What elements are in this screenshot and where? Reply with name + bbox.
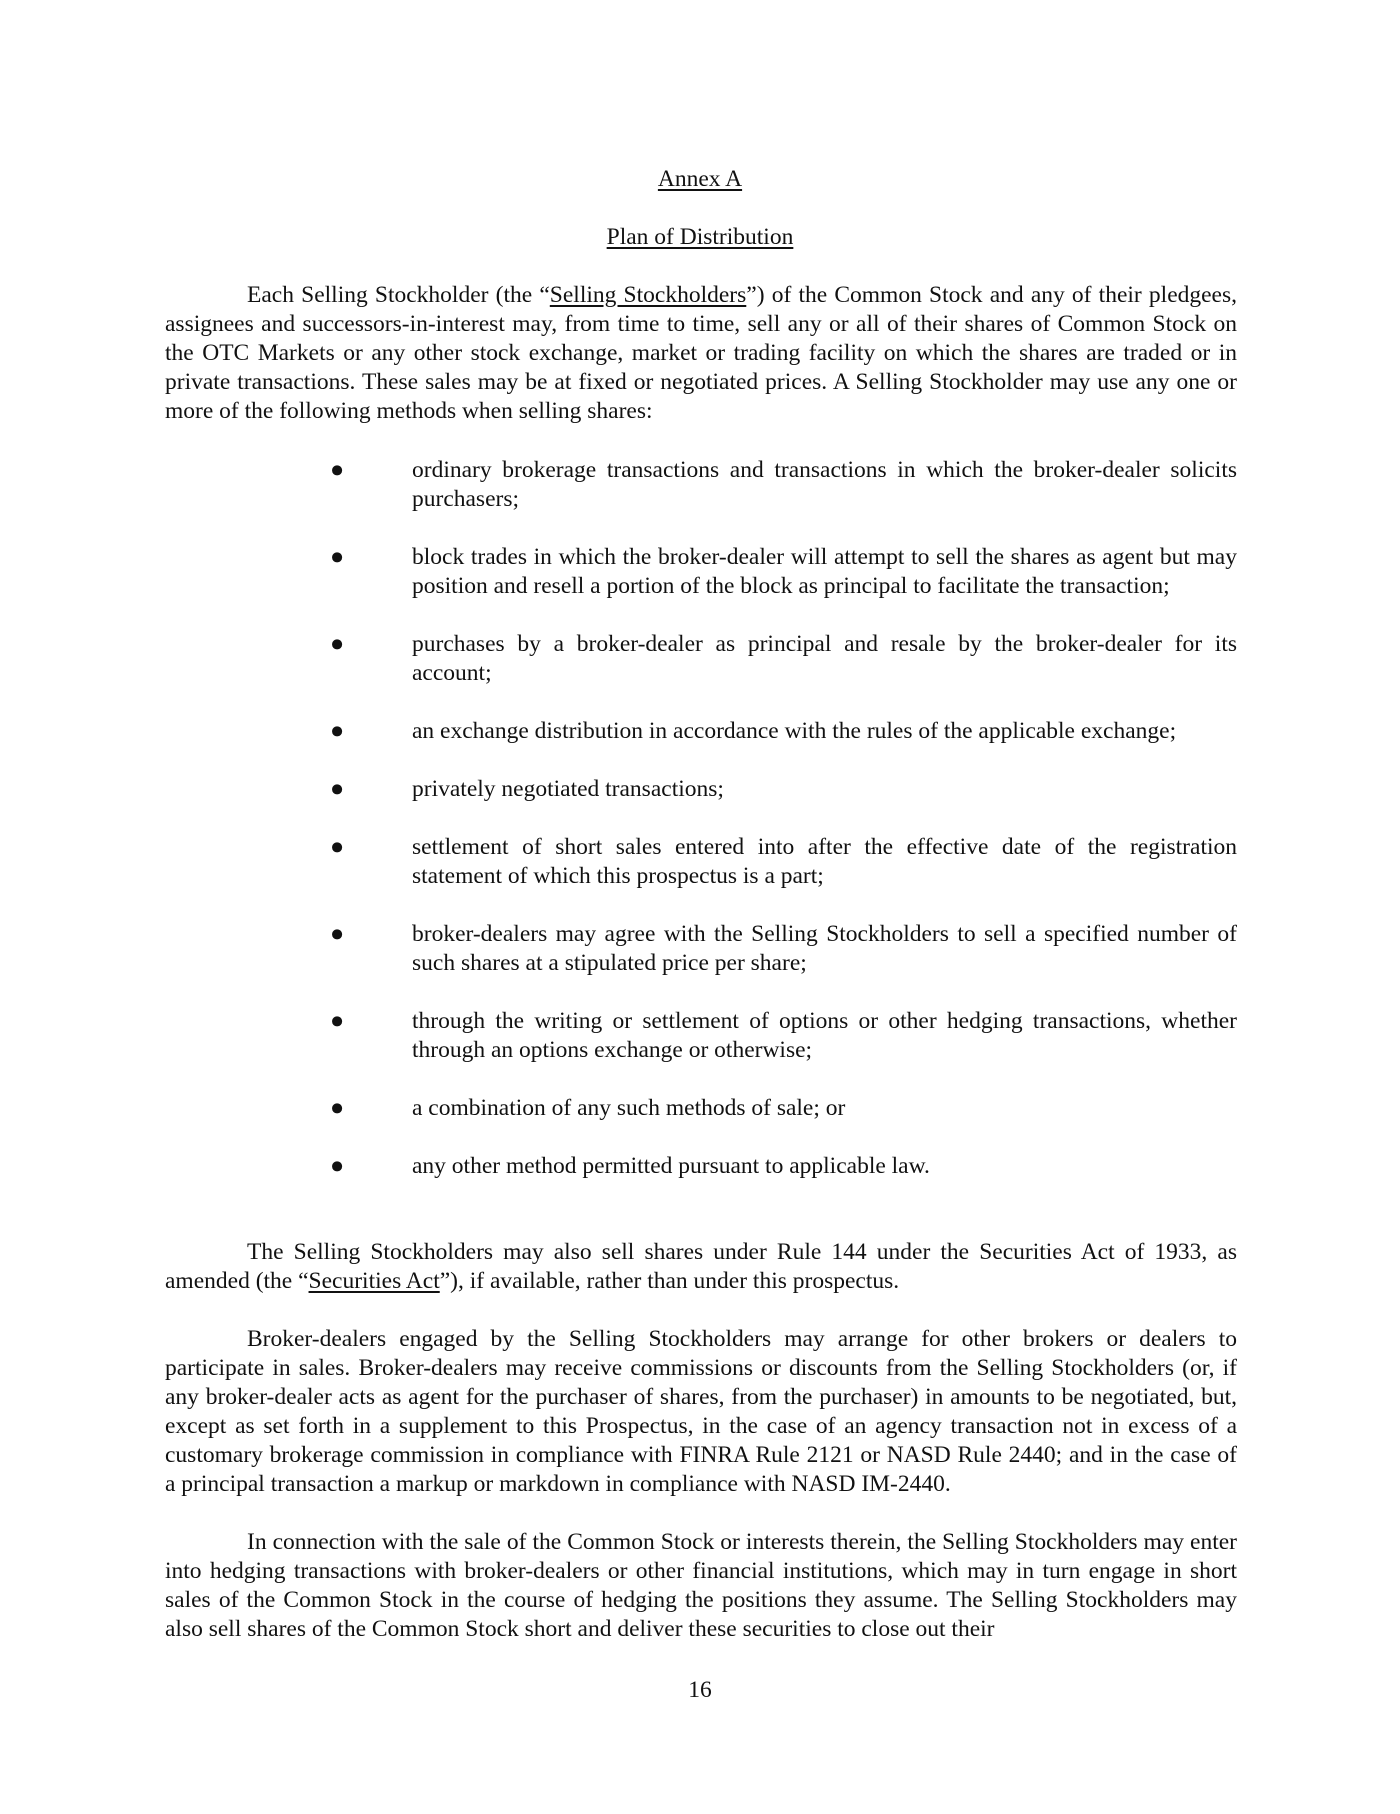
bullet-icon: ●	[330, 776, 345, 802]
list-item	[165, 1152, 1237, 1181]
bullet-icon: ●	[330, 544, 345, 570]
list-item	[165, 833, 1237, 891]
list-item-text: settlement of short sales entered into after the effective date of the registration statement of which this prospectus is a part;	[412, 834, 1237, 889]
broker-dealers-paragraph: Broker-dealers engaged by the Selling Stockholders may arrange for other brokers or dealers to participate in sales. Broker-dealers may receive commissions or discounts from the Selling Stockholders (or, if any broker-dealer acts as agent for the purchaser of shares, from the purchaser) in amounts to be negotiated, but, except as set forth in a supplement to this Prospectus, in the case of an agency transaction not in excess of a customary brokerage commission in compliance with FINRA Rule 2121 or NASD Rule 2440; and in the case of a principal transaction a markup or markdown in compliance with NASD IM-2440.	[165, 1326, 1237, 1497]
list-item-text: any other method permitted pursuant to applicable law.	[412, 1153, 930, 1179]
list-item-text: broker-dealers may agree with the Selling Stockholders to sell a specified number of such shares at a stipulated price per share;	[412, 921, 1237, 976]
section-title	[0, 223, 1400, 252]
defined-term-selling-stockholders: Selling Stockholders	[549, 282, 747, 308]
rule-144-paragraph	[165, 1238, 1237, 1296]
list-item-text: purchases by a broker-dealer as principal and resale by the broker-dealer for its account;	[412, 631, 1237, 686]
list-item-text: ordinary brokerage transactions and transactions in which the broker-dealer solicits purchasers;	[412, 457, 1237, 512]
bullet-icon: ●	[330, 1153, 345, 1179]
rule-144-text-b: ”), if available, rather than under this prospectus.	[439, 1268, 900, 1294]
annex-title	[0, 165, 1400, 194]
bullet-icon: ●	[330, 457, 345, 483]
bullet-icon: ●	[330, 718, 345, 744]
bullet-icon: ●	[330, 921, 345, 947]
list-item	[165, 1094, 1237, 1123]
bullet-icon: ●	[330, 834, 345, 860]
annex-title-text: Annex A	[657, 166, 743, 192]
bullet-icon: ●	[330, 1095, 345, 1121]
list-item-text: privately negotiated transactions;	[412, 776, 724, 802]
list-item-text: a combination of any such methods of sale; or	[412, 1095, 846, 1121]
list-item-text: block trades in which the broker-dealer will attempt to sell the shares as agent but may position and resell a portion of the block as principal to facilitate the transaction;	[412, 544, 1237, 599]
hedging-paragraph: In connection with the sale of the Common Stock or interests therein, the Selling Stockholders may enter into hedging transactions with broker-dealers or other financial institutions, which may in turn engage in short sales of the Common Stock in the course of hedging the positions they assume. The Selling Stockholders may also sell shares of the Common Stock short and deliver these securities to close out their	[165, 1529, 1237, 1642]
list-item	[165, 543, 1237, 601]
bullet-icon: ●	[330, 631, 345, 657]
intro-paragraph	[165, 281, 1237, 426]
intro-text-a: Each Selling Stockholder (the “	[247, 282, 550, 308]
section-title-text: Plan of Distribution	[606, 224, 794, 250]
list-item-text: through the writing or settlement of options or other hedging transactions, whether through an options exchange or otherwise;	[412, 1008, 1237, 1063]
defined-term-securities-act: Securities Act	[308, 1268, 440, 1294]
intro-text-b: ”) of the Common Stock and any of their pledgees, assignees and successors-in-interest may, from time to time, sell any or all of their shares of Common Stock on the OTC Markets or any other stock exchange, market or trading facility on which the shares are traded or in private transactions. These sales may be at fixed or negotiated prices. A Selling Stockholder may use any one or more of the following methods when selling shares:	[165, 282, 1238, 424]
list-item	[165, 775, 1237, 804]
rule-144-text-a: The Selling Stockholders may also sell shares under Rule 144 under the Securities Act of 1933, as amended (the “	[165, 1239, 1237, 1294]
list-item	[165, 717, 1237, 746]
list-item	[165, 456, 1237, 514]
bullet-icon: ●	[330, 1008, 345, 1034]
page-number: 16	[688, 1677, 712, 1703]
list-item	[165, 630, 1237, 688]
methods-list	[165, 456, 1237, 1210]
list-item-text: an exchange distribution in accordance with the rules of the applicable exchange;	[412, 718, 1177, 744]
list-item	[165, 1007, 1237, 1065]
list-item	[165, 920, 1237, 978]
